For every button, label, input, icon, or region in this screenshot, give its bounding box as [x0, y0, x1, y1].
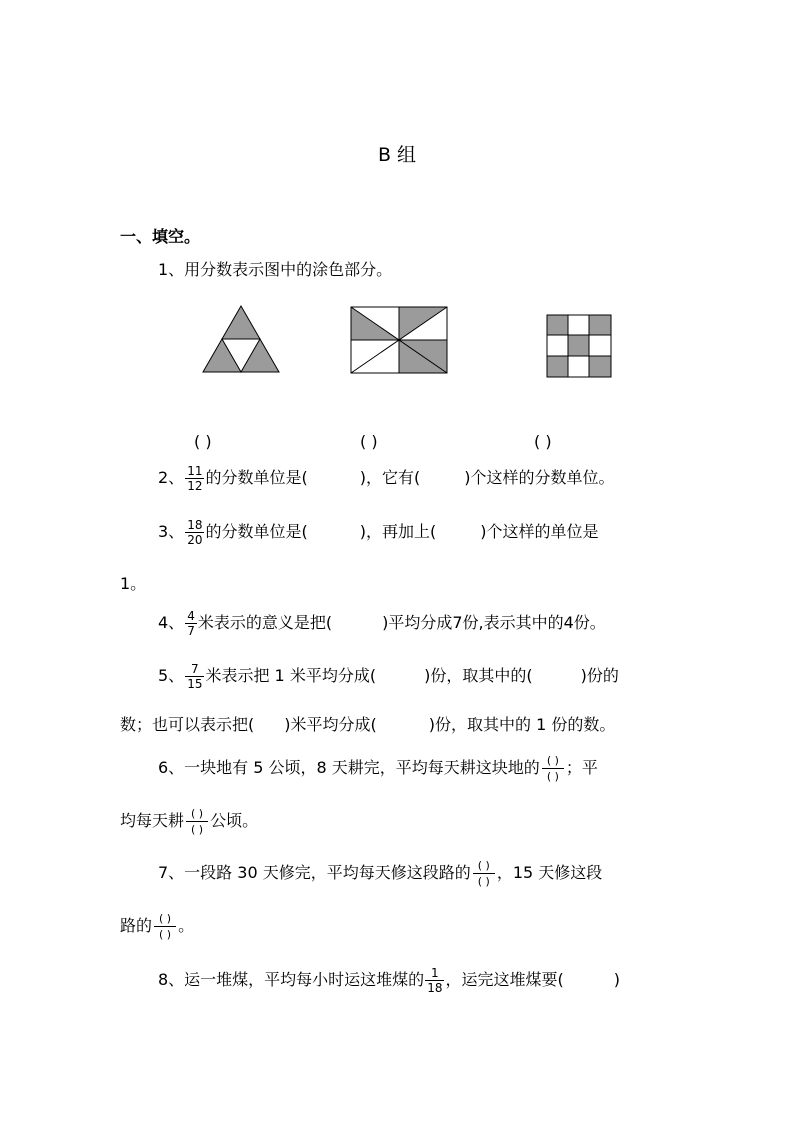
blank-fraction[interactable]: $\frac{( )}{( )}$	[186, 808, 208, 835]
question-6-cont: 均每天耕 $\frac{( )}{( )}$ 公顷。	[120, 807, 259, 836]
fraction: $\frac{7}{15}$	[187, 662, 203, 691]
question-4: 4、 $\frac{4}{7}$ 米表示的意义是把( )平均分成7份,表示其中的4份。	[158, 609, 606, 638]
question-5-cont: 数；也可以表示把( )米平均分成( )份，取其中的 1 份的数。	[120, 715, 616, 734]
question-3-cont: 1。	[120, 574, 147, 593]
answer-blank-2[interactable]: ( )	[360, 432, 378, 451]
question-1: 1、用分数表示图中的涂色部分。	[158, 260, 393, 279]
question-5: 5、 $\frac{7}{15}$ 米表示把 1 米平均分成( )份，取其中的( )份的	[158, 662, 619, 691]
answer-blank-1[interactable]: ( )	[194, 432, 212, 451]
fraction: $\frac{18}{20}$	[187, 518, 203, 547]
page-title: B 组	[377, 144, 417, 166]
question-8: 8、运一堆煤，平均每小时运这堆煤的 $\frac{1}{18}$ ，运完这堆煤要( )	[158, 966, 620, 995]
question-3: 3、 $\frac{18}{20}$ 的分数单位是( )，再加上( )个这样的单位是	[158, 518, 599, 547]
fraction: $\frac{11}{12}$	[187, 464, 203, 493]
blank-fraction[interactable]: $\frac{( )}{( )}$	[473, 860, 495, 887]
blank-fraction[interactable]: $\frac{( )}{( )}$	[542, 755, 564, 782]
fraction: $\frac{1}{18}$	[427, 966, 443, 995]
section-heading: 一、填空。	[120, 227, 201, 246]
question-7: 7、一段路 30 天修完，平均每天修这段路的 $\frac{( )}{( )}$ ，15 天修这段	[158, 859, 603, 888]
rectangle-figure	[350, 306, 448, 374]
fraction: $\frac{4}{7}$	[187, 609, 195, 638]
question-7-cont: 路的 $\frac{( )}{( )}$ 。	[120, 912, 195, 941]
answer-blank-3[interactable]: ( )	[534, 432, 552, 451]
question-6: 6、一块地有 5 公顷，8 天耕完，平均每天耕这块地的 $\frac{( )}{( )}$ ；平	[158, 754, 598, 783]
question-2: 2、 $\frac{11}{12}$ 的分数单位是( )，它有( )个这样的分数单位。	[158, 464, 615, 493]
grid-figure	[546, 314, 612, 378]
blank-fraction[interactable]: $\frac{( )}{( )}$	[154, 913, 176, 940]
triangle-figure	[202, 304, 280, 374]
